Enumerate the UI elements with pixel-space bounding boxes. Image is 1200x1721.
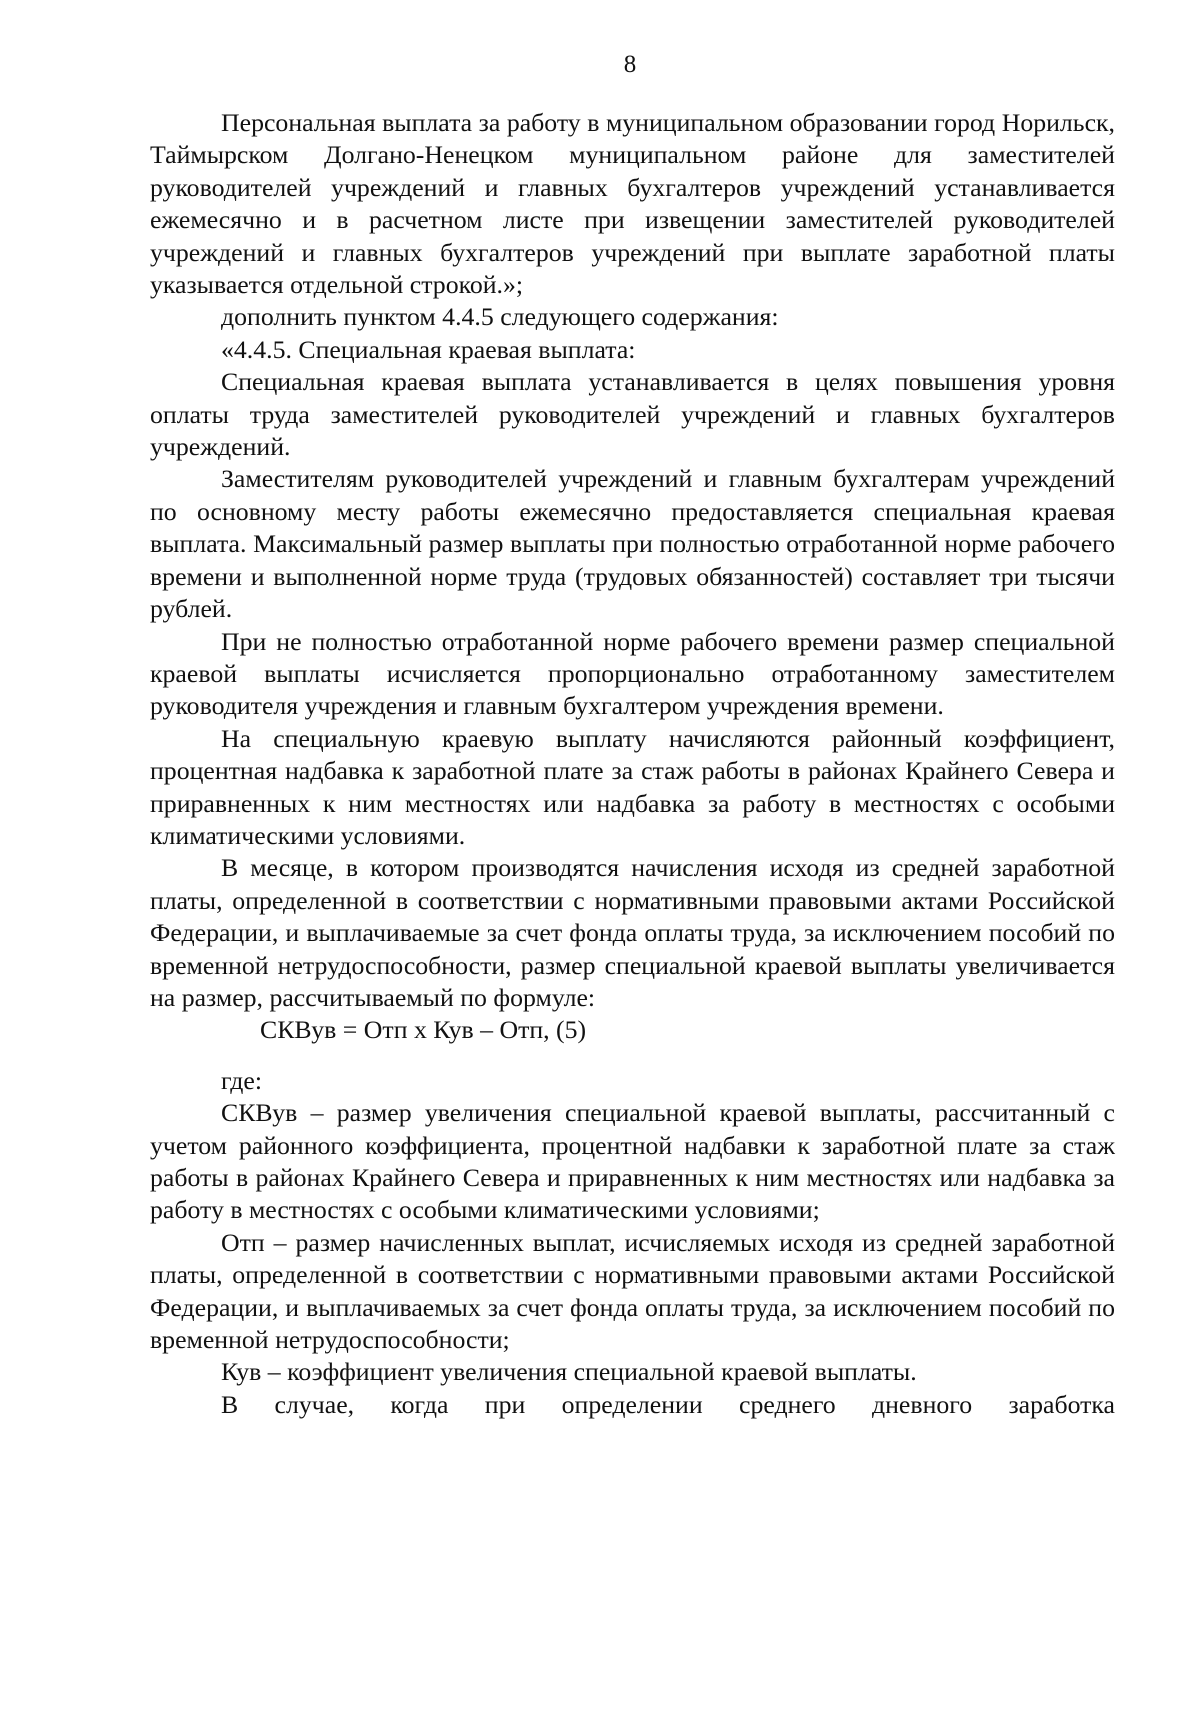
formula-5: СКВув = Отп х Кув – Отп, (5) (260, 1015, 587, 1045)
page-number: 8 (623, 51, 637, 78)
paragraph-max-amount: Заместителям руководителей учреждений и главным бухгалтерам учреждений по основному месту работы ежемесячно предоставляется специальная краевая выплата. Максимальный размер выплаты при полностью отработанной норме рабочего времени и выполненной норме труда (трудовых обязанностей) составляет три тысячи рублей. (150, 464, 1115, 624)
paragraph-proportional: При не полностью отработанной норме рабочего времени размер специальной краевой выплаты исчисляется пропорционально отработанному заместителем руководителя учреждения и главным бухгалтером учреждения времени. (150, 626, 1115, 721)
definition-kuv: Кув – коэффициент увеличения специальной краевой выплаты. (221, 1357, 917, 1387)
paragraph-personal-payment: Персональная выплата за работу в муниципальном образовании город Норильск, Таймырском Долгано-Ненецком муниципальном районе для заместителей руководителей учреждений и главных бухгалтеров учреждений устанавливается ежемесячно и в расчетном листе при извещении заместителей руководителей учреждений и главных бухгалтеров учреждений при выплате заработной платы указывается отдельной строкой.»; (150, 108, 1115, 300)
where-label: где: (221, 1065, 263, 1095)
definition-otp: Отп – размер начисленных выплат, исчисляемых исходя из средней заработной платы, определенной в соответствии с нормативными правовыми актами Российской Федерации, и выплачиваемых за счет фонда оплаты труда, за исключением пособий по временной нетрудоспособности; (150, 1227, 1115, 1355)
paragraph-continued: В случае, когда при определении среднего дневного заработка (221, 1389, 1115, 1419)
paragraph-purpose: Специальная краевая выплата устанавливается в целях повышения уровня оплаты труда заместителей руководителей учреждений и главных бухгалтеров учреждений. (150, 367, 1115, 462)
paragraph-increase-rule: В месяце, в котором производятся начисления исходя из средней заработной платы, определенной в соответствии с нормативными правовыми актами Российской Федерации, и выплачиваемые за счет фонда оплаты труда, за исключением пособий по временной нетрудоспособности, размер специальной краевой выплаты увеличивается на размер, рассчитываемый по формуле: (150, 853, 1115, 1012)
document-body (150, 107, 1115, 1421)
definition-skvuv: СКВув – размер увеличения специальной краевой выплаты, рассчитанный с учетом районного коэффициента, процентной надбавки к заработной плате за стаж работы в районах Крайнего Севера и приравненных к ним местностях или надбавка за работу в местностях с особыми климатическими условиями; (150, 1098, 1115, 1225)
clause-heading-4-4-5: «4.4.5. Специальная краевая выплата: (221, 334, 636, 364)
paragraph-amend-clause: дополнить пунктом 4.4.5 следующего содержания: (221, 302, 779, 332)
paragraph-coefficients: На специальную краевую выплату начисляются районный коэффициент, процентная надбавка к заработной плате за стаж работы в районах Крайнего Севера и приравненных к ним местностях или надбавка за работу в местностях с особыми климатическими условиями. (150, 723, 1115, 850)
